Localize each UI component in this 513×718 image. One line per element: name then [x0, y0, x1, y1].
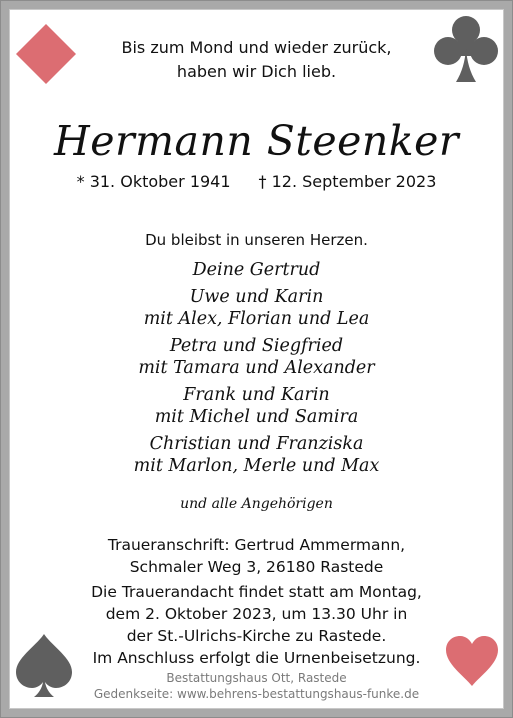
motto-line: haben wir Dich lieb. [176, 62, 337, 81]
service-line: Im Anschluss erfolgt die Urnenbeisetzung. [92, 649, 421, 667]
family-list [0, 259, 513, 482]
family-line: Petra und Siegfried [169, 336, 344, 356]
memorial-page-link[interactable]: Gedenkseite: www.behrens-bestattungshaus-funke.de [93, 687, 420, 701]
address-line: Traueranschrift: Gertrud Ammermann, [107, 536, 406, 554]
service-line: dem 2. Oktober 2023, um 13.30 Uhr in [105, 605, 408, 623]
relatives-text: und alle Angehörigen [180, 496, 333, 512]
family-group [0, 433, 513, 477]
family-line: Deine Gertrud [192, 260, 321, 280]
service-line: der St.-Ulrichs-Kirche zu Rastede. [126, 627, 387, 645]
family-line: mit Michel und Samira [154, 407, 359, 427]
family-line: Frank und Karin [183, 385, 330, 405]
funeral-home: Bestattungshaus Ott, Rastede [166, 671, 347, 685]
family-group [0, 384, 513, 428]
service-info [0, 581, 513, 669]
family-line: Uwe und Karin [189, 287, 324, 307]
family-line: mit Alex, Florian und Lea [143, 309, 370, 329]
family-group [0, 335, 513, 379]
footer [0, 670, 513, 702]
family-line: Christian und Franziska [149, 434, 364, 454]
deceased-name: Hermann Steenker [54, 117, 459, 165]
motto [0, 36, 513, 84]
family-line: mit Tamara und Alexander [138, 358, 375, 378]
life-dates [0, 171, 513, 193]
motto-line: Bis zum Mond und wieder zurück, [121, 38, 392, 57]
family-line: mit Marlon, Merle und Max [133, 456, 380, 476]
address-line: Schmaler Weg 3, 26180 Rastede [129, 558, 384, 576]
birth-date: * 31. Oktober 1941 [76, 172, 231, 191]
family-group [0, 259, 513, 281]
mourning-address [0, 534, 513, 578]
death-date: † 12. September 2023 [258, 172, 437, 191]
remembrance-text: Du bleibst in unseren Herzen. [145, 231, 368, 249]
service-line: Die Trauerandacht findet statt am Montag, [91, 583, 422, 601]
family-group [0, 286, 513, 330]
